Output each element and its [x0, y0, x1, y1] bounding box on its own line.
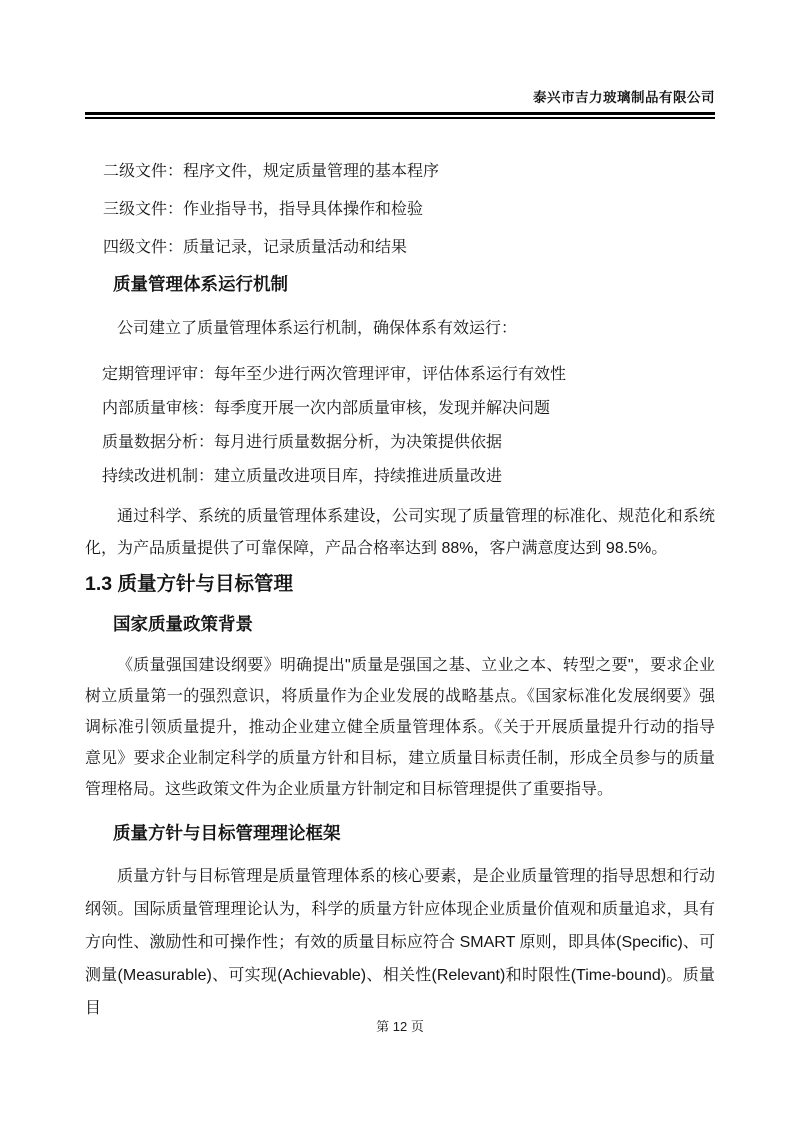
page-number: 第 12 页 [376, 1019, 424, 1034]
header-double-rule [85, 112, 715, 119]
doc-level-line-2: 二级文件：程序文件，规定质量管理的基本程序 [103, 163, 440, 180]
heading-mechanism: 质量管理体系运行机制 [113, 274, 288, 294]
mechanism-summary-paragraph: 通过科学、系统的质量管理体系建设，公司实现了质量管理的标准化、规范化和系统化，为产品质量提供了可靠保障，产品合格率达到 88%，客户满意度达到 98.5%。 [85, 508, 715, 557]
theory-framework-paragraph: 质量方针与目标管理是质量管理体系的核心要素，是企业质量管理的指导思想和行动纲领。国际质量管理理论认为，科学的质量方针应体现企业质量价值观和质量追求，具有方向性、激励性和可操作性；有效的质量目标应符合 SMART 原则，即具体(Specific)、可测量(Measurable)、可实现(Achievable)、相关性(Relevant)和时限性(Time-bound)。质量目 [85, 868, 715, 1017]
doc-level-line-3: 三级文件：作业指导书，指导具体操作和检验 [103, 201, 424, 218]
doc-level-line-4: 四级文件：质量记录，记录质量活动和结果 [103, 239, 408, 256]
document-levels-block [85, 156, 715, 264]
mechanism-intro-paragraph: 公司建立了质量管理体系运行机制，确保体系有效运行： [117, 320, 518, 337]
mechanism-item-analysis: 质量数据分析：每月进行质量数据分析，为决策提供依据 [102, 434, 503, 451]
heading-policy-background: 国家质量政策背景 [113, 614, 253, 634]
mechanism-item-audit: 内部质量审核：每季度开展一次内部质量审核，发现并解决问题 [102, 400, 551, 417]
policy-background-paragraph: 《质量强国建设纲要》明确提出"质量是强国之基、立业之本、转型之要"，要求企业树立质量第一的强烈意识，将质量作为企业发展的战略基点。《国家标准化发展纲要》强调标准引领质量提升，推动企业建立健全质量管理体系。《关于开展质量提升行动的指导意见》要求企业制定科学的质量方针和目标，建立质量目标责任制，形成全员参与的质量管理格局。这些政策文件为企业质量方针制定和目标管理提供了重要指导。 [85, 657, 715, 798]
mechanism-list [85, 359, 715, 493]
mechanism-item-improvement: 持续改进机制：建立质量改进项目库，持续推进质量改进 [102, 468, 503, 485]
mechanism-item-review: 定期管理评审：每年至少进行两次管理评审，评估体系运行有效性 [102, 366, 567, 383]
company-name-header: 泰兴市吉力玻璃制品有限公司 [533, 90, 715, 105]
heading-section-1-3: 1.3 质量方针与目标管理 [85, 573, 294, 595]
heading-theory-framework: 质量方针与目标管理理论框架 [113, 823, 341, 843]
